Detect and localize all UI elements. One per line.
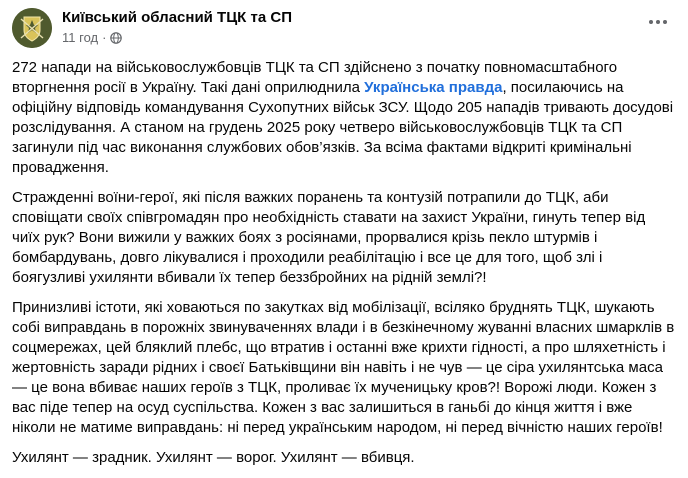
post-header	[12, 8, 676, 48]
post-paragraph-3: Принизливі істоти, які ховаються по закутках від мобілізації, всіляко бруднять ТЦК, шукають собі виправдань в порожніх звинуваченнях влади і в безкінечному жуванні власних шмарклів в соцмережах, цей бляклий плебс, що втратив і останні вже крихти гідності, а про шляхетність і жертовність заради рідних і своєї Батьківщини він навіть і не чув — це сіра ухилянтська маса — це вона вбиває наших героїв з ТЦК, проливає їх мученицьку кров?! Ворожі люди. Кожен з вас піде тепер на осуд суспільства. Кожен з вас залишиться в ганьбі до кінця життя і вже ніколи не матиме виправдань: ні перед українським народом, ні перед вічністю наших героїв!	[12, 299, 675, 436]
globe-icon[interactable]	[110, 32, 122, 44]
paragraph-1-text-end: , посилаючись на офіційну відповідь командування Сухопутних військ ЗСУ. Щодо 205 нападів тривають досудові розслідування. А станом на грудень 2025 року четверо військовослужбовців ТЦК та СП загинули під час виконання службових обов’язків. За всіма фактами відкриті кримінальні провадження.	[12, 79, 674, 176]
more-dot	[663, 20, 667, 24]
post-paragraph-2: Стражденні воїни-герої, які після важких поранень та контузій потрапили до ТЦК, аби сповіщати своїх співгромадян про необхідність ставати на захист України, гинуть тепер від чиїх рук? Вони вижили у важких боях з росіянами, прорвалися крізь пекло штурмів і бомбардувань, довго лікувалися і проходили реабілітацію і все це для того, щоб злі і боягузливі ухилянти вбивали їх тепер беззбройних на рідній землі?!	[12, 189, 646, 286]
source-link[interactable]: Українська правда	[364, 79, 503, 96]
post-time[interactable]: 11 год	[62, 30, 99, 45]
more-options-icon[interactable]	[642, 10, 674, 34]
more-dot	[656, 20, 660, 24]
post-meta	[62, 30, 122, 45]
more-dot	[649, 20, 653, 24]
military-emblem-icon	[12, 8, 52, 48]
post-paragraph-1	[12, 58, 676, 178]
post-body	[12, 58, 676, 478]
post-paragraph-4: Ухилянт — зрадник. Ухилянт — ворог. Ухилянт — вбивця.	[12, 449, 415, 466]
page-name[interactable]: Київський обласний ТЦК та СП	[62, 9, 292, 26]
meta-separator: ·	[102, 30, 107, 45]
page-avatar[interactable]	[12, 8, 52, 48]
paragraph-1-text-start: 272 напади на військовослужбовців ТЦК та СП здійснено з початку повномасштабного вторгнення росії в Україну. Такі дані оприлюднила	[12, 59, 618, 96]
